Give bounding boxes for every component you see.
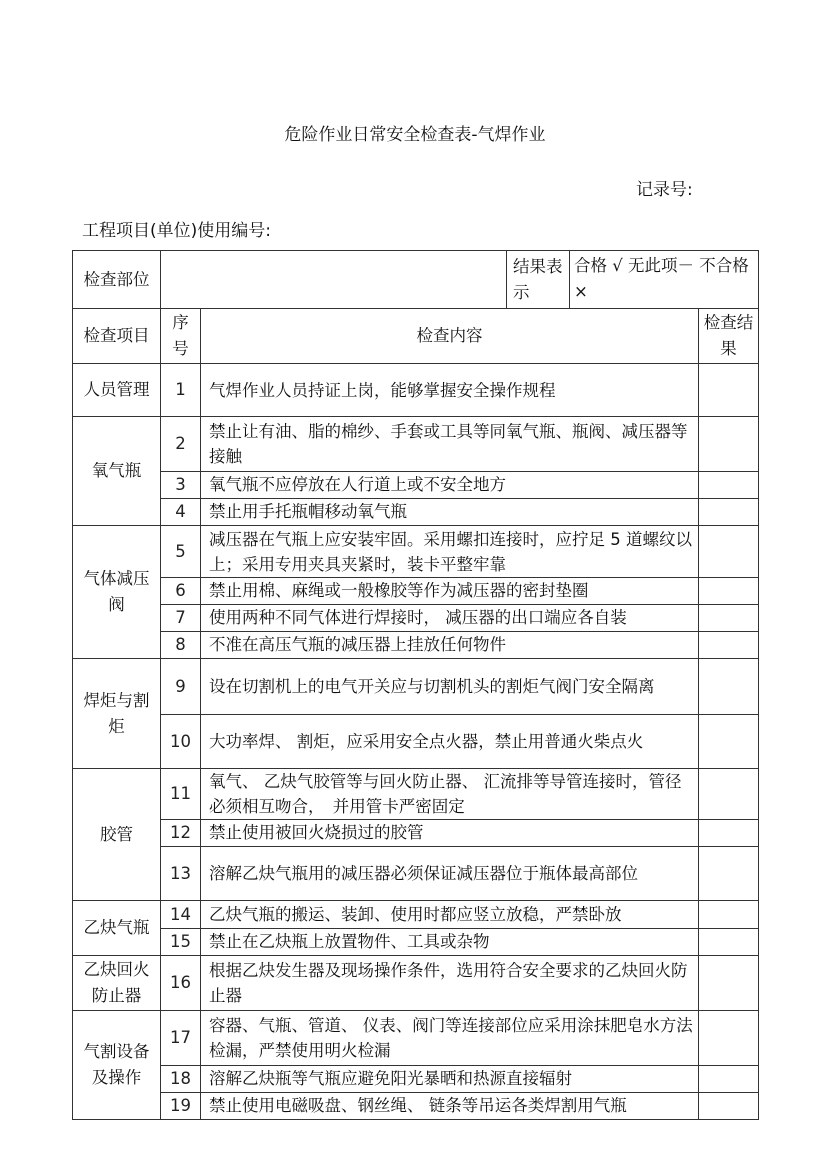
item-result-cell[interactable] [699,605,759,632]
item-number: 14 [161,901,201,929]
item-content: 氧气、 乙炔气胶管等与回火防止器、 汇流排等导管连接时，管径必须相互吻合， 并用管卡严密固定 [201,769,699,820]
table-row [73,929,759,956]
item-number: 13 [161,847,201,901]
item-result-cell[interactable] [699,417,759,472]
item-result-cell[interactable] [699,526,759,578]
item-number: 17 [161,1011,201,1066]
table-row [73,632,759,659]
table-row [73,847,759,901]
table-row [73,1093,759,1120]
project-label: 工程项目(单位)使用编号: [82,221,271,241]
table-row [73,1066,759,1093]
table-row [73,956,759,1011]
result-legend-label: 结果表示 [506,251,569,308]
table-row [73,715,759,769]
item-number: 4 [161,499,201,526]
item-result-cell[interactable] [699,901,759,929]
item-content: 不准在高压气瓶的减压器上挂放任何物件 [201,632,699,659]
document-title: 危险作业日常安全检查表-气焊作业 [284,125,546,145]
item-number: 11 [161,769,201,820]
item-category: 乙炔回火防止器 [73,956,161,1011]
table-row [73,901,759,929]
item-result-cell[interactable] [699,847,759,901]
item-result-cell[interactable] [699,929,759,956]
part-header-cell [161,251,759,309]
item-content: 气焊作业人员持证上岗，能够掌握安全操作规程 [201,364,699,417]
col-item-header: 检查项目 [73,309,161,364]
item-content: 氧气瓶不应停放在人行道上或不安全地方 [201,472,699,499]
item-number: 16 [161,956,201,1011]
item-number: 6 [161,578,201,605]
item-category: 焊炬与割炬 [73,659,161,769]
item-content: 溶解乙炔气瓶用的减压器必须保证减压器位于瓶体最高部位 [201,847,699,901]
item-number: 8 [161,632,201,659]
table-row [73,364,759,417]
part-label: 检查部位 [73,251,161,309]
record-number-label: 记录号: [636,180,693,200]
item-result-cell[interactable] [699,499,759,526]
item-number: 5 [161,526,201,578]
item-number: 1 [161,364,201,417]
table-row [73,659,759,715]
item-number: 3 [161,472,201,499]
item-number: 18 [161,1066,201,1093]
item-result-cell[interactable] [699,956,759,1011]
table-row [73,769,759,820]
item-content: 禁止在乙炔瓶上放置物件、工具或杂物 [201,929,699,956]
table-row [73,820,759,847]
item-content: 禁止用手托瓶帽移动氧气瓶 [201,499,699,526]
col-result-header: 检查结果 [699,309,759,364]
item-number: 9 [161,659,201,715]
table-row [73,578,759,605]
item-result-cell[interactable] [699,632,759,659]
table-row [73,472,759,499]
item-number: 19 [161,1093,201,1120]
item-content: 大功率焊、 割炬，应采用安全点火器，禁止用普通火柴点火 [201,715,699,769]
part-value-field[interactable] [161,251,506,308]
item-result-cell[interactable] [699,578,759,605]
item-content: 溶解乙炔瓶等气瓶应避免阳光暴晒和热源直接辐射 [201,1066,699,1093]
item-result-cell[interactable] [699,1093,759,1120]
item-content: 禁止使用被回火烧损过的胶管 [201,820,699,847]
item-content: 禁止用棉、麻绳或一般橡胶等作为减压器的密封垫圈 [201,578,699,605]
item-content: 乙炔气瓶的搬运、装卸、使用时都应竖立放稳，严禁卧放 [201,901,699,929]
item-result-cell[interactable] [699,1011,759,1066]
item-content: 减压器在气瓶上应安装牢固。采用螺扣连接时，应拧足 5 道螺纹以上；采用专用夹具夹紧时，装卡平整牢靠 [201,526,699,578]
item-category: 气体减压阀 [73,526,161,659]
table-row [73,526,759,578]
item-content: 禁止使用电磁吸盘、钢丝绳、 链条等吊运各类焊割用气瓶 [201,1093,699,1120]
item-category: 乙炔气瓶 [73,901,161,956]
item-number: 10 [161,715,201,769]
item-content: 根据乙炔发生器及现场操作条件，选用符合安全要求的乙炔回火防止器 [201,956,699,1011]
item-content: 禁止让有油、脂的棉纱、手套或工具等同氧气瓶、瓶阀、减压器等接触 [201,417,699,472]
result-legend: 合格 √ 无此项－ 不合格× [569,251,758,308]
item-result-cell[interactable] [699,472,759,499]
item-result-cell[interactable] [699,769,759,820]
item-result-cell[interactable] [699,364,759,417]
item-number: 7 [161,605,201,632]
col-content-header: 检查内容 [201,309,699,364]
item-number: 15 [161,929,201,956]
item-category: 胶管 [73,769,161,901]
item-result-cell[interactable] [699,820,759,847]
item-category: 人员管理 [73,364,161,417]
table-row [73,499,759,526]
item-number: 2 [161,417,201,472]
table-row [73,417,759,472]
table-row [73,605,759,632]
item-number: 12 [161,820,201,847]
col-no-header: 序号 [161,309,201,364]
item-content: 设在切割机上的电气开关应与切割机头的割炬气阀门安全隔离 [201,659,699,715]
item-result-cell[interactable] [699,659,759,715]
inspection-table [72,250,759,1120]
item-category: 气割设备及操作 [73,1011,161,1120]
item-content: 容器、气瓶、管道、 仪表、阀门等连接部位应采用涂抹肥皂水方法检漏，严禁使用明火检漏 [201,1011,699,1066]
table-row [73,1011,759,1066]
item-content: 使用两种不同气体进行焊接时， 减压器的出口端应各自装 [201,605,699,632]
item-category: 氧气瓶 [73,417,161,526]
item-result-cell[interactable] [699,715,759,769]
item-result-cell[interactable] [699,1066,759,1093]
